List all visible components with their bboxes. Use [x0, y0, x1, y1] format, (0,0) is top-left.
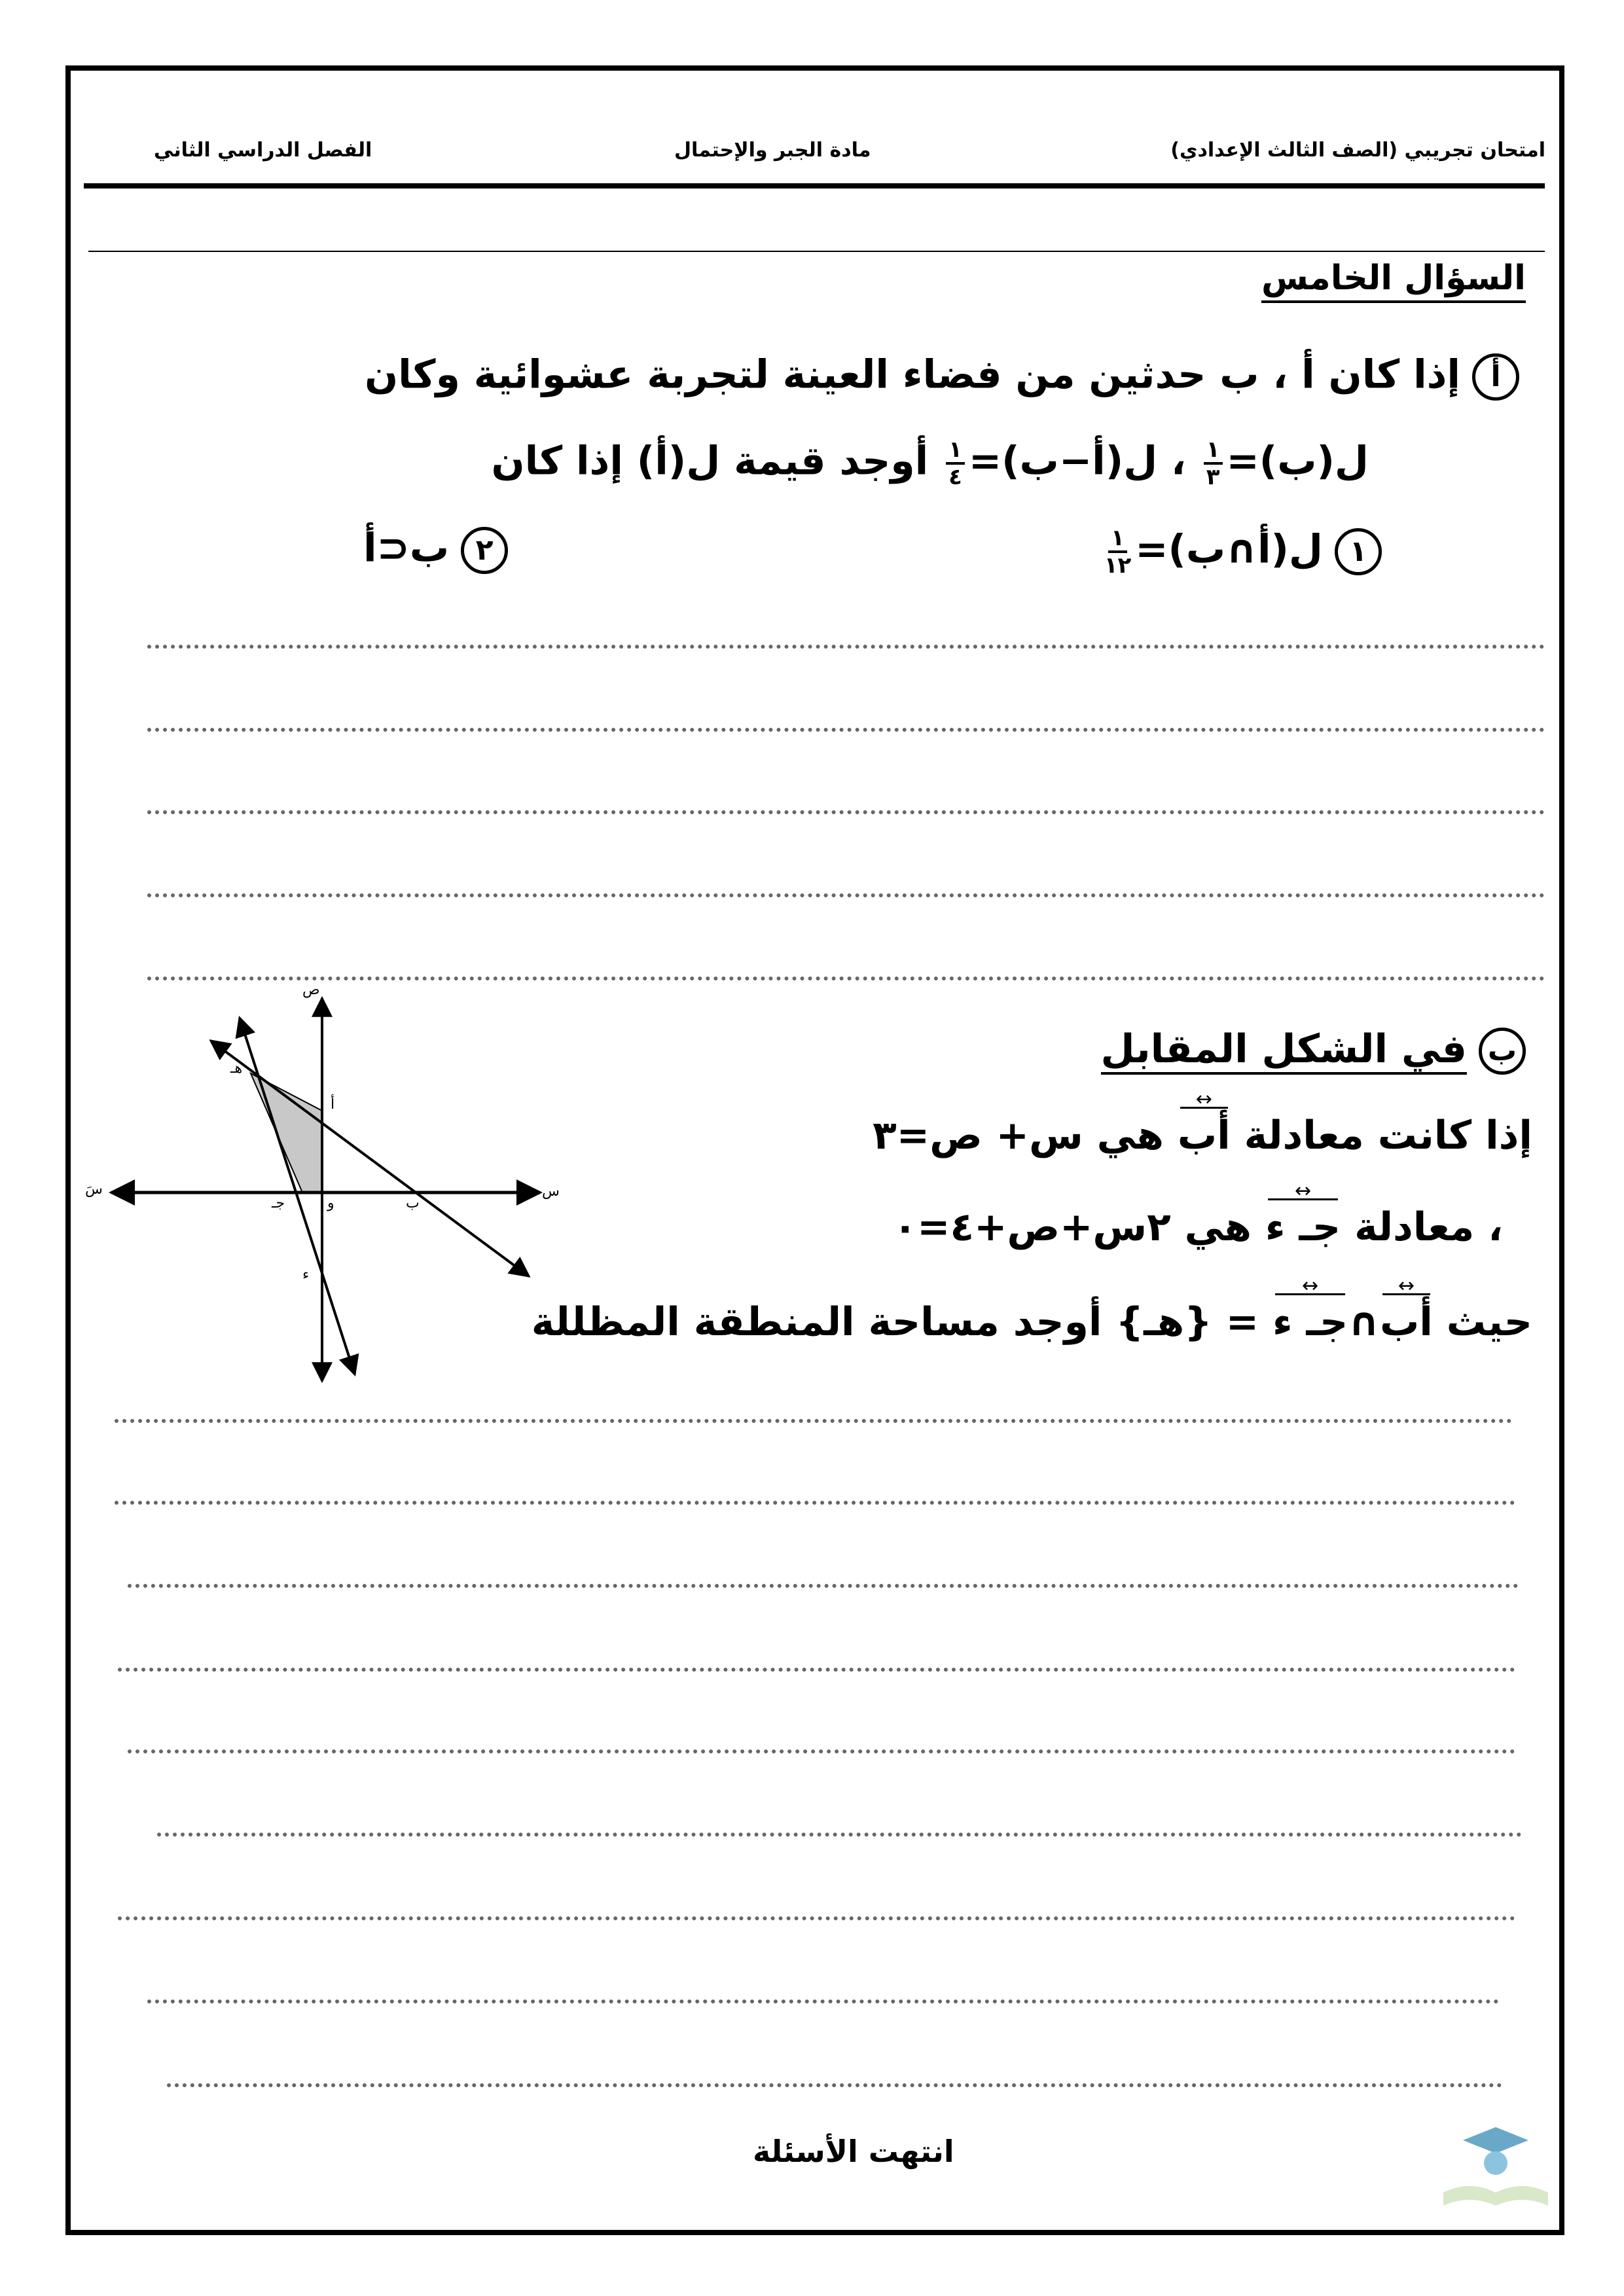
label-x-neg: سَ: [85, 1181, 103, 1198]
find-area-text: = {هـ} أوجد مساحة المنطقة المظللة: [531, 1299, 1259, 1345]
item1-text: ل(أ∩ب)=: [1135, 526, 1323, 573]
prob-a-minus-b: ، ل(أ−ب)=: [968, 438, 1186, 484]
line-cd-symbol: جـ ء ↔: [1272, 1302, 1348, 1342]
prob-b: ل(ب)=: [1226, 438, 1369, 484]
exam-title: امتحان تجريبي (الصف الثالث الإعدادي): [1170, 139, 1545, 162]
frac-den: ١٢: [1104, 552, 1132, 579]
where-label: حيث: [1446, 1299, 1532, 1345]
answer-line: [128, 1749, 1515, 1753]
frac-num: ١: [1204, 439, 1223, 465]
frac-den: ٣: [1206, 464, 1220, 490]
label-c: جـ: [272, 1195, 285, 1211]
part-b-line1: [873, 1113, 1532, 1158]
label-x: س: [542, 1183, 560, 1200]
part-a-marker: أ: [1472, 353, 1519, 401]
answer-line: [115, 1419, 1512, 1423]
part-a-text1: إذا كان أ ، ب حدثين من فضاء العينة لتجربة عشوائية وكان: [364, 351, 1460, 398]
item2-marker: ٢: [461, 527, 508, 574]
part-b-line2: [893, 1204, 1503, 1250]
eq-ab: هي س+ ص=٣: [873, 1113, 1164, 1158]
answer-line: [115, 1501, 1515, 1505]
item2-text: ب⊂أ: [363, 525, 450, 571]
answer-line: [128, 1584, 1519, 1588]
label-e: هـ: [230, 1060, 243, 1077]
part-b-marker: ب: [1479, 1028, 1526, 1075]
line-ab-symbol: أب ↔: [1178, 1116, 1231, 1155]
label-d: ء: [302, 1266, 310, 1283]
shaded-region: [251, 1073, 322, 1193]
term-title: الفصل الدراسي الثاني: [154, 139, 372, 162]
item1-marker: ١: [1335, 528, 1382, 575]
subject-title: مادة الجبر والإحتمال: [674, 139, 871, 162]
part-b-line3: [531, 1299, 1532, 1345]
answer-line: [157, 1833, 1522, 1837]
watermark-logo-icon: [1430, 2121, 1561, 2225]
answer-line: [147, 2000, 1499, 2003]
line-ab-symbol: أب ↔: [1380, 1302, 1433, 1342]
line-cd: [240, 1018, 355, 1374]
find-prob-a: أوجد قيمة ل(أ) إذا كان: [491, 438, 929, 484]
question-title: السؤال الخامس: [1261, 259, 1526, 303]
intersection-symbol: ∩: [1348, 1299, 1380, 1345]
label-o: و: [327, 1195, 334, 1211]
label-y: ص: [302, 982, 320, 998]
answer-line: [167, 2083, 1502, 2087]
line-cd-symbol: جـ ء ↔: [1265, 1208, 1341, 1247]
part-b-heading: [1101, 1028, 1526, 1075]
frac-num: ١: [946, 439, 965, 465]
answer-line: [118, 1916, 1515, 1920]
frac-den: ٤: [948, 464, 962, 490]
eq-ab-label: إذا كانت معادلة: [1244, 1113, 1532, 1158]
label-a: أ: [331, 1096, 335, 1113]
part-b-heading-text: في الشكل المقابل: [1101, 1026, 1467, 1075]
eq-cd-label: ، معادلة: [1354, 1204, 1503, 1250]
frac-num: ١: [1108, 527, 1127, 553]
eq-cd: هي ٢س+ص+٤=٠: [893, 1204, 1252, 1250]
label-b: ب: [406, 1195, 420, 1211]
end-of-questions: انتهت الأسئلة: [753, 2134, 954, 2169]
answer-line: [118, 1668, 1515, 1672]
